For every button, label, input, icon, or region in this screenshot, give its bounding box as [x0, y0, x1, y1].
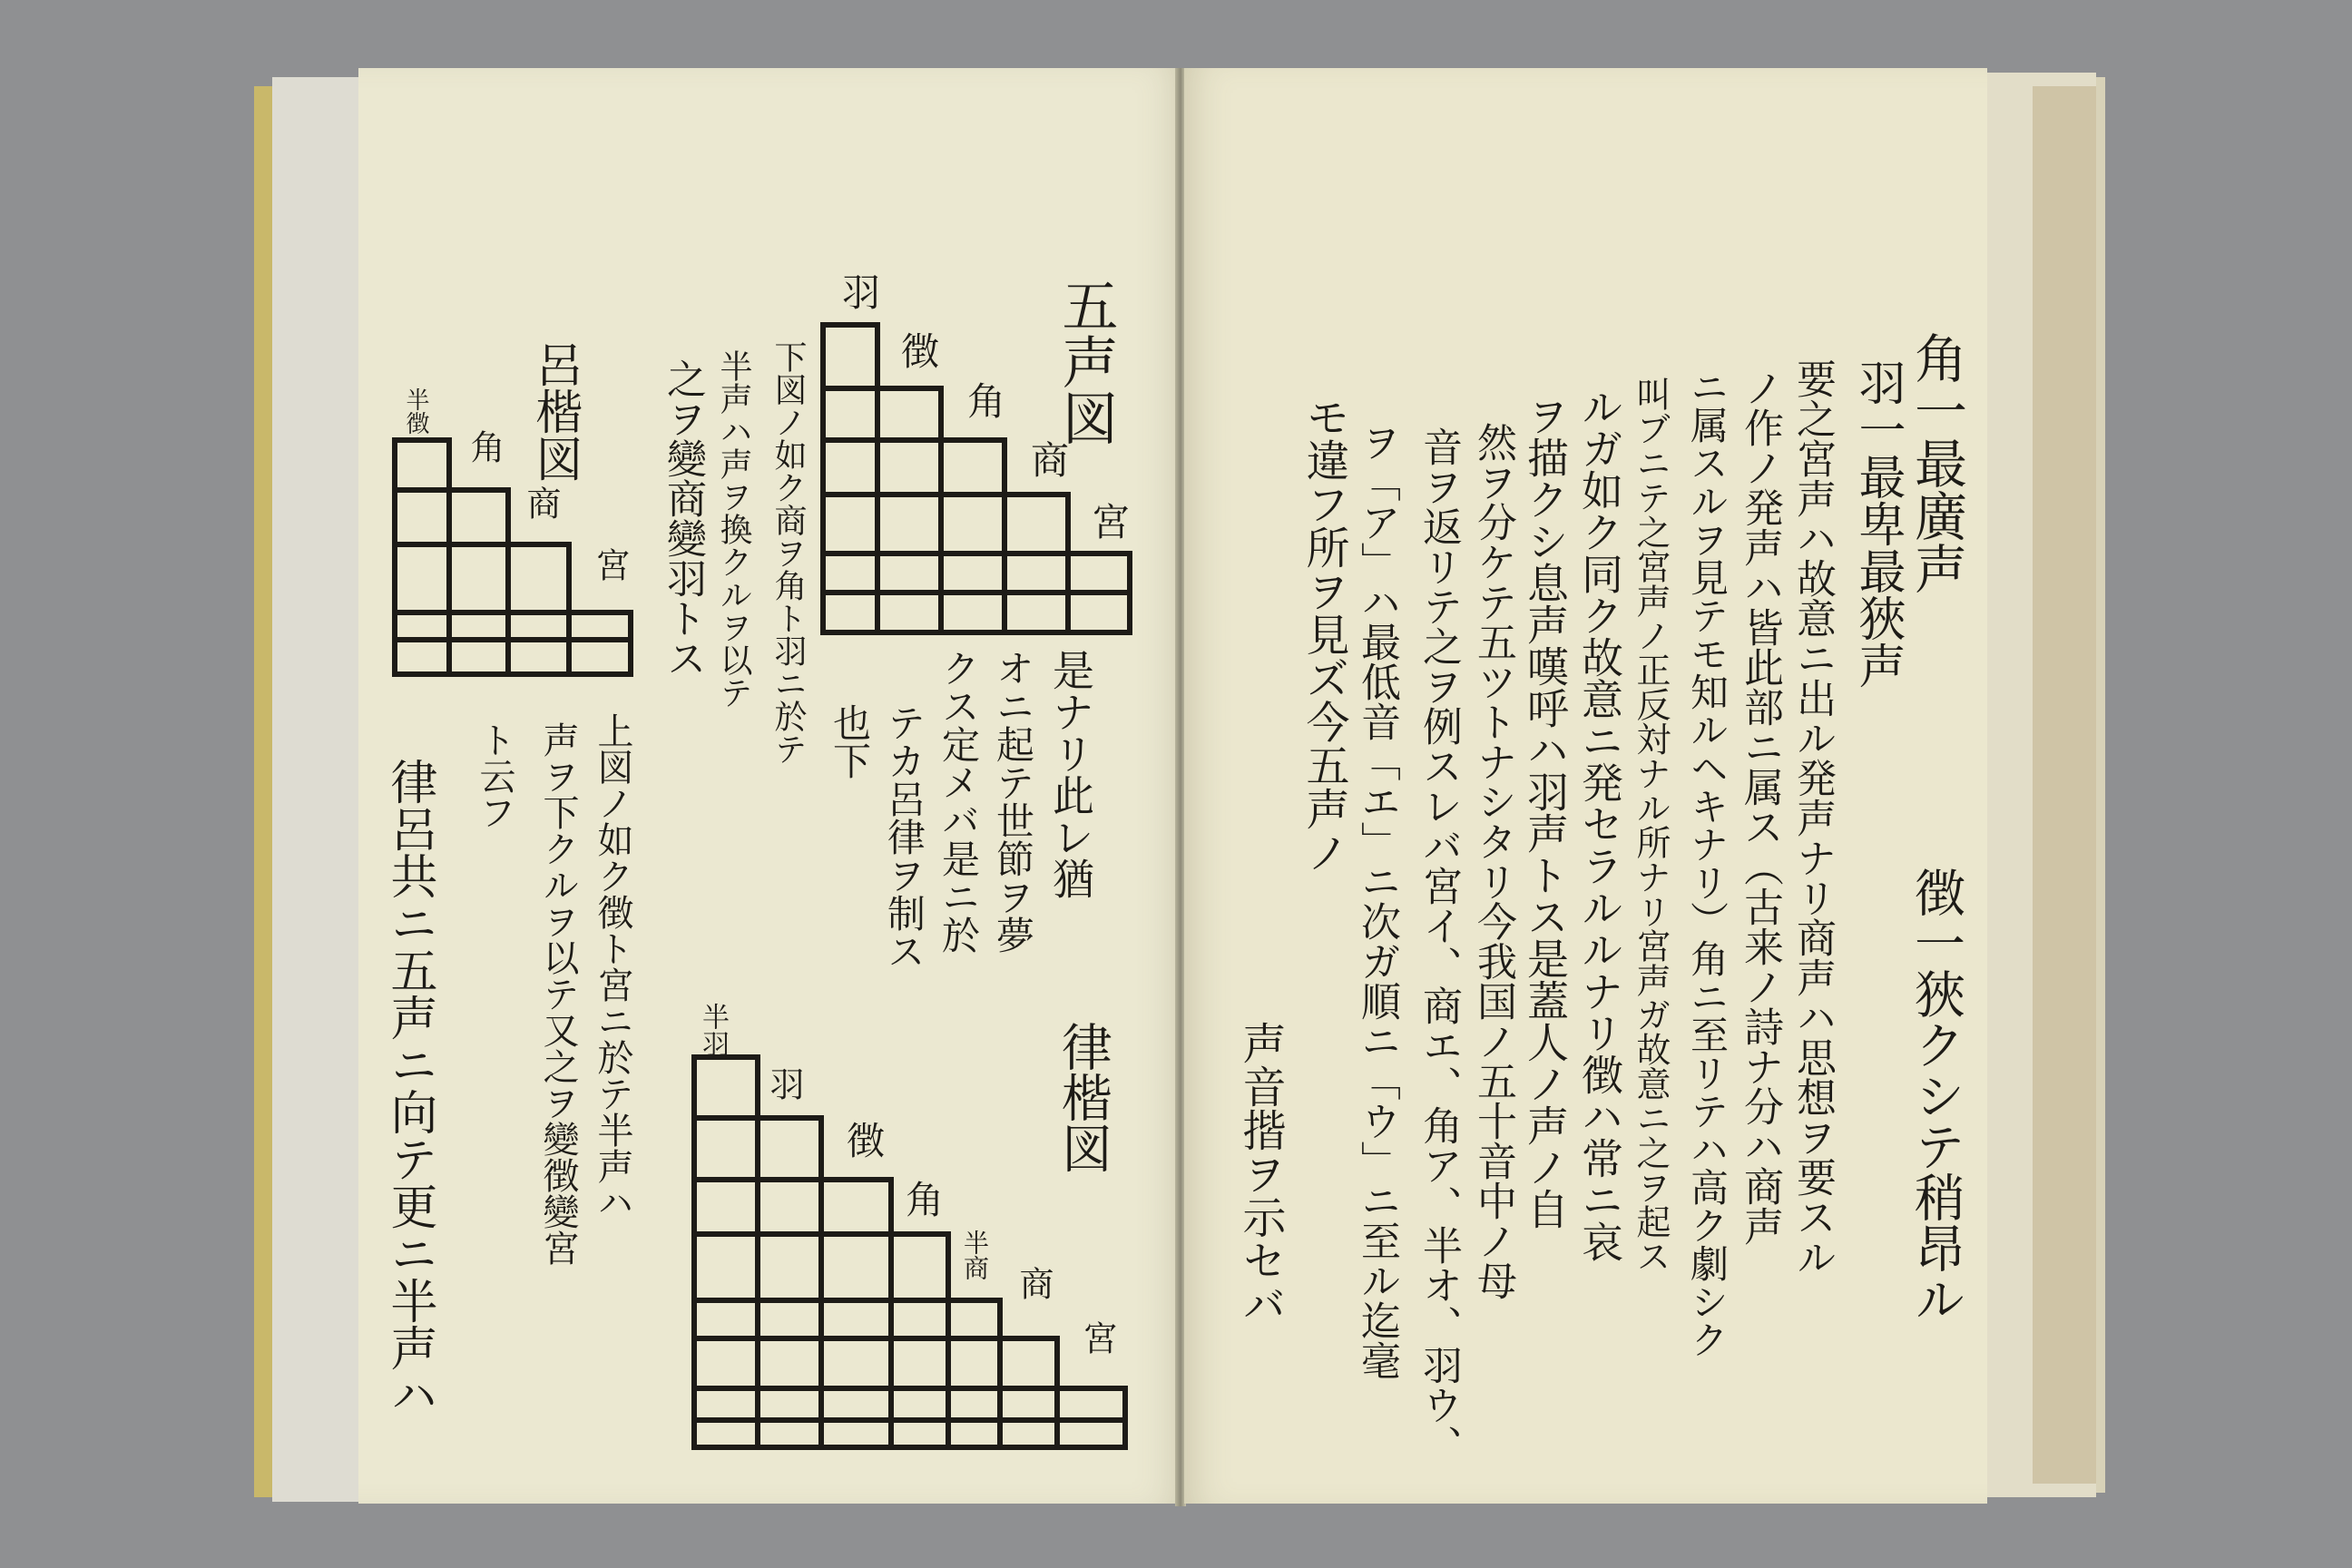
right-text-col-3: 徴一狹クシテ稍昂ル [1906, 867, 1965, 1324]
ryo-label-kyu: 宮 [590, 547, 630, 582]
right-text-col-9: ヲ描クシ息声嘆呼ハ羽声トス是蓋人ノ声ノ自 [1521, 395, 1570, 1230]
right-text-col-4: 要之宮声ハ故意ニ出ル発声ナリ商声ハ思想ヲ要スル [1789, 358, 1836, 1277]
right-text-col-5: ノ作ノ発声ハ皆此部ニ属ス（古来ノ詩ナ分ハ商声 [1737, 368, 1783, 1246]
left-text-col-1: 是ナリ此レ猶 [1046, 649, 1095, 899]
right-page [1184, 68, 1987, 1504]
title-ritsu: 律楷図 [1054, 1021, 1112, 1173]
right-text-col-1: 角一最廣声 [1906, 331, 1967, 594]
left-text-col-12: 律呂共ニ五声ニ向テ更ニ半声ハ [382, 758, 436, 1418]
ritsu-label-hansho: 半商 [960, 1230, 990, 1280]
right-text-col-7: 叫ブニテ之宮声ノ正反対ナル所ナリ宮声ガ故意ニ之ヲ起ス [1631, 377, 1671, 1273]
gosei-label-sho: 商 [1025, 440, 1070, 478]
left-text-col-9: 上図ノ如ク徴ト宮ニ於テ半声ハ [592, 712, 633, 1220]
left-text-col-4: テカ呂律ヲ制ス [882, 703, 926, 970]
right-text-col-12: ヲ「ア」ハ最低音「エ」ニ次ガ順ニ「ウ」ニ至ル迄毫 [1354, 422, 1400, 1380]
ritsu-label-u: 羽 [764, 1066, 804, 1101]
title-ryoritsu: 呂楷図 [527, 340, 582, 482]
right-text-col-14: 声音揩ヲ示セバ [1235, 1021, 1286, 1326]
left-text-col-2: オニ起テ世節ヲ夢 [991, 649, 1035, 954]
page-edge-right-stack [2033, 86, 2096, 1484]
gosei-label-chi: 徴 [896, 331, 940, 369]
ritsu-label-hanu: 半羽 [697, 1003, 729, 1057]
left-text-col-7: 半声ハ声ヲ換クルヲ以テ [715, 349, 752, 709]
ritsu-label-chi: 徴 [841, 1121, 886, 1159]
left-page [358, 68, 1184, 1504]
right-text-col-6: ニ属スルヲ見テモ知ルヘキナリ）角ニ至リテハ高ク劇シク [1685, 368, 1730, 1358]
left-text-col-10: 声ヲ下クルヲ以テ又之ヲ變徴變宮 [537, 721, 579, 1266]
ritsu-label-kaku: 角 [900, 1180, 945, 1218]
left-text-col-11: ト云フ [474, 721, 515, 830]
right-text-col-10: 然ヲ分ケテ五ツトナシタリ今我国ノ五十音中ノ母 [1470, 422, 1516, 1300]
left-text-col-5: 也下 [828, 703, 872, 779]
left-text-col-3: クス定メバ是ニ於 [936, 649, 981, 954]
gosei-label-u: 羽 [837, 272, 881, 310]
ryo-label-sho: 商 [521, 485, 561, 520]
gosei-label-kaku: 角 [962, 381, 1006, 419]
right-text-col-11: 音ヲ返リテ之ヲ例スレバ宮イ、商エ、角ア、半オ、羽ウ、 [1416, 426, 1462, 1465]
ryo-label-hanchi: 半徴 [402, 387, 429, 435]
ritsu-label-sho: 商 [1014, 1266, 1054, 1300]
right-text-col-8: ルガ如ク同ク故意ニ発セラルルナリ徴ハ常ニ哀 [1575, 386, 1624, 1262]
right-text-col-13: モ違フ所ヲ見ズ今五声ノ [1298, 395, 1349, 874]
ritsu-label-kyu: 宮 [1077, 1320, 1117, 1355]
left-text-col-6: 下図ノ如ク商ヲ角ト羽ニ於テ [769, 340, 807, 765]
gosei-label-kyu: 宮 [1086, 502, 1131, 540]
ryo-label-kaku: 角 [465, 429, 505, 464]
page-block-left [272, 77, 363, 1502]
right-text-col-2: 羽一最卑最狹声 [1850, 358, 1905, 689]
title-gosei: 五声図 [1053, 277, 1119, 446]
left-text-col-8: 之ヲ變商變羽トス [660, 358, 706, 678]
